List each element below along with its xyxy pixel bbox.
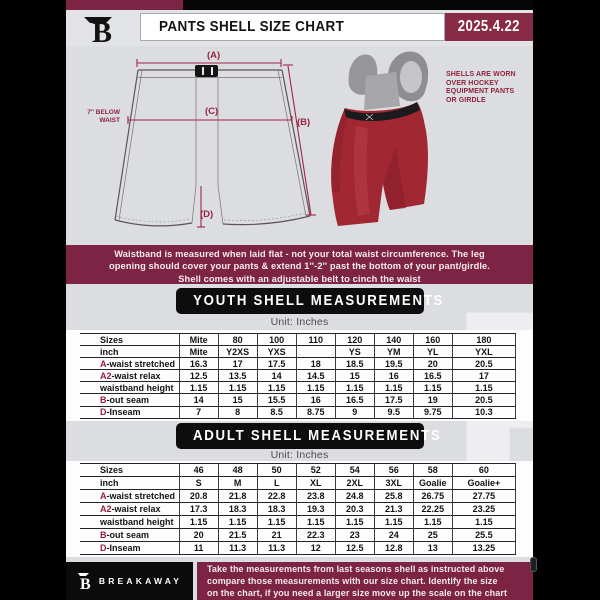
table-row	[80, 358, 516, 370]
below-waist-note: 7'' BELOW WAIST	[87, 109, 120, 124]
value-cell: 9.5	[374, 406, 413, 418]
value-cell: YXS	[257, 346, 296, 358]
row-label: inch	[80, 346, 179, 358]
value-cell: 16	[374, 370, 413, 382]
value-cell: 14	[257, 370, 296, 382]
youth-measurements-table	[80, 333, 516, 419]
value-cell: 14	[179, 394, 218, 406]
value-cell: 50	[257, 464, 296, 477]
table-row	[80, 464, 516, 477]
table-row	[80, 477, 516, 490]
value-cell: 27.75	[452, 490, 515, 503]
value-cell: 16.5	[413, 370, 452, 382]
value-cell: 12.8	[374, 542, 413, 555]
value-cell: 1.15	[335, 382, 374, 394]
svg-text:B: B	[92, 16, 113, 46]
value-cell: XL	[296, 477, 335, 490]
value-cell: 1.15	[218, 382, 257, 394]
waistband-notice-band	[66, 245, 533, 284]
top-bar	[66, 0, 533, 10]
adult-unit-label: Unit: Inches	[270, 449, 329, 461]
value-cell: 60	[452, 464, 515, 477]
value-cell: 9.75	[413, 406, 452, 418]
value-cell: 20.5	[452, 394, 515, 406]
adult-measurements-table	[80, 463, 516, 555]
date-text: 2025.4.22	[457, 18, 521, 35]
measure-label-d: (D)	[200, 209, 214, 220]
value-cell: 22.8	[257, 490, 296, 503]
table-row	[80, 334, 516, 346]
notice-line: Waistband is measured when laid flat - not your total waist circumference. The leg	[114, 249, 485, 259]
value-cell: 17.3	[179, 503, 218, 516]
value-cell: Mite	[179, 334, 218, 346]
header	[66, 10, 533, 46]
table-row	[80, 490, 516, 503]
value-cell: 17.5	[374, 394, 413, 406]
value-cell: 21.8	[218, 490, 257, 503]
value-cell: Goalie+	[452, 477, 515, 490]
value-cell: YS	[335, 346, 374, 358]
value-cell: 25.8	[374, 490, 413, 503]
value-cell: 20.3	[335, 503, 374, 516]
table-row	[80, 382, 516, 394]
value-cell: 11.3	[218, 542, 257, 555]
value-cell: 21.3	[374, 503, 413, 516]
row-label: A2-waist relax	[80, 370, 179, 382]
value-cell: 2XL	[335, 477, 374, 490]
value-cell: 15	[335, 370, 374, 382]
value-cell: 1.15	[257, 516, 296, 529]
value-cell: 15	[218, 394, 257, 406]
value-cell: 1.15	[179, 516, 218, 529]
value-cell: Y2XS	[218, 346, 257, 358]
table-row	[80, 516, 516, 529]
value-cell: 14.5	[296, 370, 335, 382]
size-chart-page	[66, 0, 533, 600]
svg-text:B: B	[79, 576, 91, 592]
value-cell: 17.5	[257, 358, 296, 370]
row-label: waistband height	[80, 516, 179, 529]
shell-worn-note: SHELLS ARE WORN OVER HOCKEY EQUIPMENT PANTS OR GIRDLE	[446, 71, 516, 104]
value-cell: 21	[257, 529, 296, 542]
youth-section-title: YOUTH SHELL MEASUREMENTS	[176, 288, 424, 314]
value-cell: 120	[335, 334, 374, 346]
value-cell: 12.5	[335, 542, 374, 555]
value-cell: 26.75	[413, 490, 452, 503]
value-cell	[296, 346, 335, 358]
page-title: PANTS SHELL SIZE CHART	[159, 18, 345, 35]
value-cell: M	[218, 477, 257, 490]
value-cell: S	[179, 477, 218, 490]
value-cell: 1.15	[296, 382, 335, 394]
value-cell: 24	[374, 529, 413, 542]
footer-brand-name: BREAKAWAY	[98, 576, 183, 586]
table-row	[80, 542, 516, 555]
value-cell: 1.15	[335, 516, 374, 529]
value-cell: 16	[296, 394, 335, 406]
value-cell: 18.5	[335, 358, 374, 370]
value-cell: 54	[335, 464, 374, 477]
row-label: waistband height	[80, 382, 179, 394]
footer-line: Take the measurements from last seasons shell as instructed above	[207, 564, 505, 574]
row-label: Sizes	[80, 334, 179, 346]
value-cell: 46	[179, 464, 218, 477]
value-cell: 20	[413, 358, 452, 370]
measure-label-b: (B)	[297, 117, 311, 128]
value-cell: 18.3	[257, 503, 296, 516]
value-cell: 1.15	[452, 516, 515, 529]
value-cell: 1.15	[218, 516, 257, 529]
pants-measurement-diagram	[66, 46, 533, 245]
footer-instructions	[197, 562, 533, 600]
footer-line: compare those measurements with our size chart. Identify the size	[207, 576, 498, 587]
value-cell: 1.15	[179, 382, 218, 394]
value-cell: 22.25	[413, 503, 452, 516]
row-label: Sizes	[80, 464, 179, 477]
value-cell: 19.5	[374, 358, 413, 370]
value-cell: 19.3	[296, 503, 335, 516]
footer-line: on the chart, if you need a larger size move up the scale on the chart	[207, 588, 508, 599]
value-cell: 1.15	[296, 516, 335, 529]
table-row	[80, 529, 516, 542]
value-cell: 1.15	[374, 516, 413, 529]
value-cell: 180	[452, 334, 515, 346]
table-row	[80, 394, 516, 406]
value-cell: 48	[218, 464, 257, 477]
value-cell: 25	[413, 529, 452, 542]
value-cell: 15.5	[257, 394, 296, 406]
value-cell: 17	[218, 358, 257, 370]
value-cell: 9	[335, 406, 374, 418]
youth-unit-label: Unit: Inches	[270, 316, 329, 328]
measure-label-c: (C)	[205, 106, 219, 117]
table-row	[80, 346, 516, 358]
value-cell: YM	[374, 346, 413, 358]
shell-photo	[331, 51, 428, 226]
value-cell: 13	[413, 542, 452, 555]
value-cell: 8	[218, 406, 257, 418]
value-cell: 19	[413, 394, 452, 406]
row-label: D-Inseam	[80, 542, 179, 555]
value-cell: 1.15	[257, 382, 296, 394]
value-cell: 52	[296, 464, 335, 477]
value-cell: 21.5	[218, 529, 257, 542]
value-cell: 23	[335, 529, 374, 542]
row-label: A-waist stretched	[80, 358, 179, 370]
value-cell: Goalie	[413, 477, 452, 490]
row-label: A-waist stretched	[80, 490, 179, 503]
measure-label-a: (A)	[207, 50, 221, 61]
table-row	[80, 503, 516, 516]
value-cell: 20.8	[179, 490, 218, 503]
value-cell: 22.3	[296, 529, 335, 542]
value-cell: 17	[452, 370, 515, 382]
value-cell: 8.75	[296, 406, 335, 418]
value-cell: 16.3	[179, 358, 218, 370]
top-bar-accent	[66, 0, 183, 10]
value-cell: 8.5	[257, 406, 296, 418]
value-cell: 1.15	[413, 516, 452, 529]
table-row	[80, 406, 516, 418]
value-cell: 3XL	[374, 477, 413, 490]
value-cell: 80	[218, 334, 257, 346]
value-cell: 1.15	[413, 382, 452, 394]
value-cell: 24.8	[335, 490, 374, 503]
footer-brand-box	[66, 562, 193, 600]
value-cell: Mite	[179, 346, 218, 358]
value-cell: 12.5	[179, 370, 218, 382]
value-cell: 13.25	[452, 542, 515, 555]
value-cell: 18	[296, 358, 335, 370]
date-badge	[445, 13, 533, 41]
value-cell: 20	[179, 529, 218, 542]
value-cell: 16.5	[335, 394, 374, 406]
value-cell: 7	[179, 406, 218, 418]
value-cell: 23.25	[452, 503, 515, 516]
page-title-box	[140, 13, 445, 41]
value-cell: 56	[374, 464, 413, 477]
value-cell: L	[257, 477, 296, 490]
value-cell: 58	[413, 464, 452, 477]
row-label: inch	[80, 477, 179, 490]
value-cell: 12	[296, 542, 335, 555]
breakaway-logo-small-icon	[77, 570, 93, 592]
value-cell: 10.3	[452, 406, 515, 418]
value-cell: 1.15	[374, 382, 413, 394]
adult-section-title: ADULT SHELL MEASUREMENTS	[176, 423, 424, 449]
value-cell: 1.15	[452, 382, 515, 394]
value-cell: 13.5	[218, 370, 257, 382]
value-cell: YL	[413, 346, 452, 358]
value-cell: 11.3	[257, 542, 296, 555]
breakaway-logo-icon	[82, 12, 126, 46]
value-cell: 11	[179, 542, 218, 555]
value-cell: 23.8	[296, 490, 335, 503]
row-label: D-Inseam	[80, 406, 179, 418]
table-row	[80, 370, 516, 382]
footer	[66, 562, 533, 600]
value-cell: 25.5	[452, 529, 515, 542]
value-cell: 18.3	[218, 503, 257, 516]
value-cell: 100	[257, 334, 296, 346]
row-label: A2-waist relax	[80, 503, 179, 516]
value-cell: 110	[296, 334, 335, 346]
value-cell: 20.5	[452, 358, 515, 370]
value-cell: YXL	[452, 346, 515, 358]
value-cell: 160	[413, 334, 452, 346]
belt-buckle-icon	[195, 65, 218, 77]
pointer-artifact	[530, 557, 537, 572]
notice-line: opening should cover your pants & extend 1''-2'' past the bottom of your pant/girdle.	[109, 261, 490, 272]
row-label: B-out seam	[80, 529, 179, 542]
row-label: B-out seam	[80, 394, 179, 406]
notice-line: Shell comes with an adjustable belt to cinch the waist	[178, 273, 421, 284]
value-cell: 140	[374, 334, 413, 346]
